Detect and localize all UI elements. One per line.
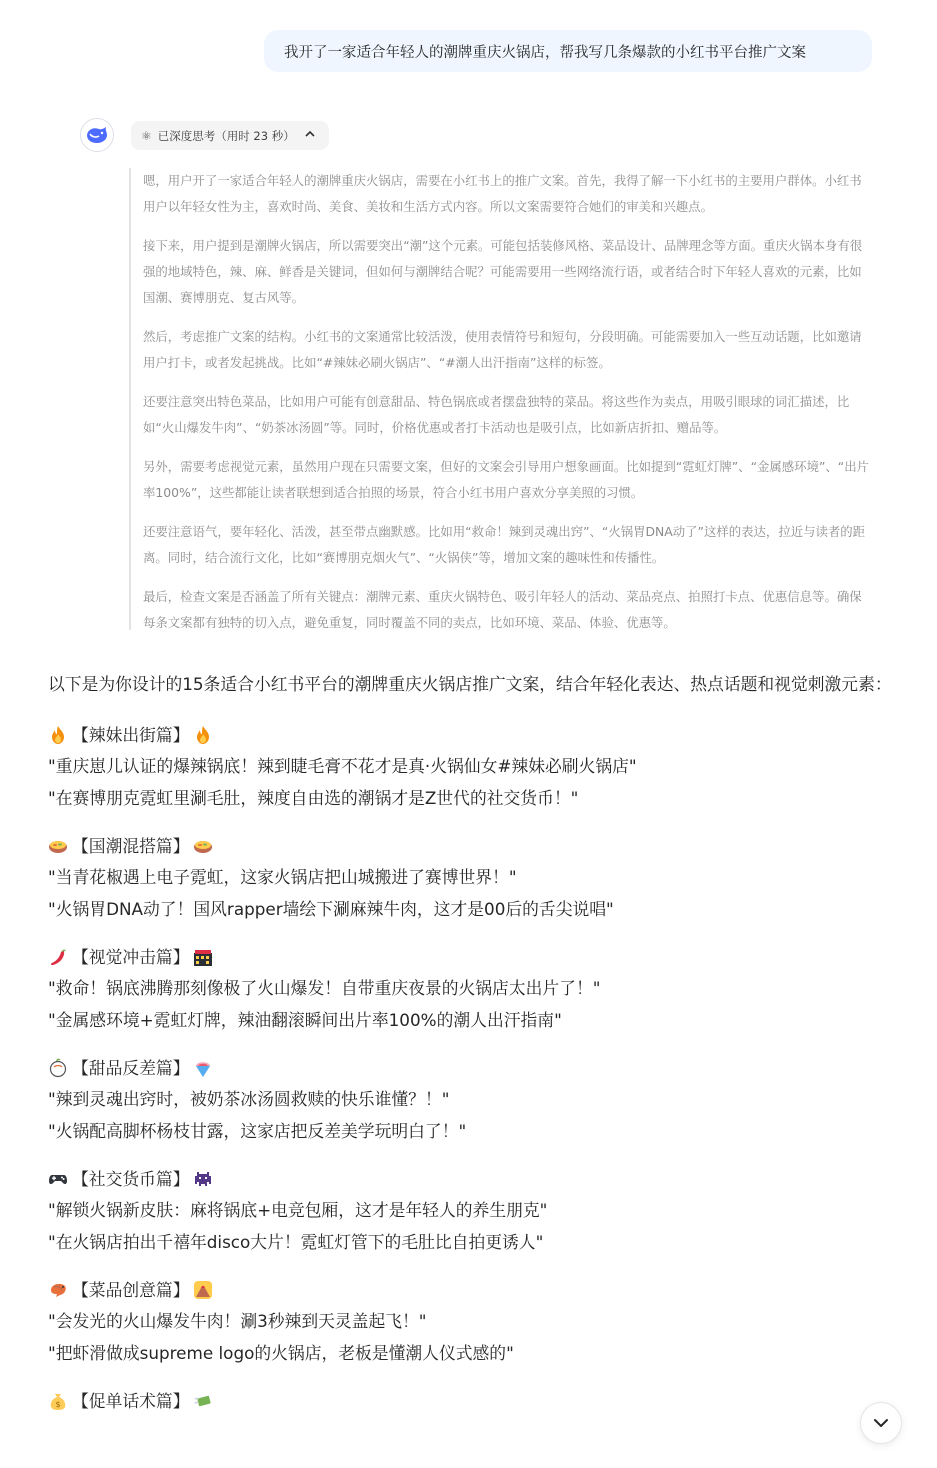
thinking-content	[129, 168, 874, 630]
copy-line: "当青花椒遇上电子霓虹，这家火锅店把山城搬进了赛博世界！"	[48, 867, 517, 887]
thinking-paragraph: 然后，考虑推广文案的结构。小红书的文案通常比较活泼，使用表情符号和短句，分段明确。可能需要加入一些互动话题，比如邀请用户打卡，或者发起挑战。比如“#辣妹必刷火锅店”、“#潮人出汗指南”这样的标签。	[143, 329, 862, 370]
money-bag-icon	[48, 1391, 68, 1411]
section-title	[48, 1386, 908, 1416]
copy-line: "辣到灵魂出窍时，被奶茶冰汤圆救赎的快乐谁懂？！"	[48, 1089, 450, 1109]
whale-logo-icon	[85, 125, 109, 145]
deep-think-toggle[interactable]	[131, 121, 329, 150]
copy-section-spicy	[48, 720, 908, 814]
copy-line: "会发光的火山爆发牛肉！涮3秒辣到天灵盖起飞！"	[48, 1311, 427, 1331]
tangerine-icon	[48, 1058, 68, 1078]
scroll-to-bottom-button[interactable]	[860, 1402, 902, 1444]
copy-line: "把虾滑做成supreme logo的火锅店，老板是懂潮人仪式感的"	[48, 1343, 514, 1363]
money-with-wings-icon	[193, 1391, 213, 1411]
section-title-text: 【促单话术篇】	[72, 1391, 190, 1411]
fire-icon	[48, 725, 68, 745]
user-message-text: 我开了一家适合年轻人的潮牌重庆火锅店，帮我写几条爆款的小红书平台推广文案	[284, 44, 806, 61]
copy-line: "在火锅店拍出千禧年disco大片！霓虹灯管下的毛肚比自拍更诱人"	[48, 1232, 544, 1252]
copy-section-visual	[48, 942, 908, 1036]
gamepad-icon	[48, 1169, 68, 1189]
section-title	[48, 1164, 908, 1194]
deep-think-label: 已深度思考（用时 23 秒）	[157, 128, 295, 143]
answer-intro: 以下是为你设计的15条适合小红书平台的潮牌重庆火锅店推广文案，结合年轻化表达、热点话题和视觉刺激元素：	[48, 674, 892, 694]
copy-line: "火锅胃DNA动了！国风rapper墙绘下涮麻辣牛肉，这才是00后的舌尖说唱"	[48, 899, 614, 919]
section-title-text: 【辣妹出街篇】	[72, 725, 190, 745]
copy-line: "火锅配高脚杯杨枝甘露，这家店把反差美学玩明白了！"	[48, 1121, 467, 1141]
pot-icon	[48, 836, 68, 856]
copy-section-guochao	[48, 831, 908, 925]
copy-line: "在赛博朋克霓虹里涮毛肚，辣度自由选的潮锅才是Z世代的社交货币！"	[48, 788, 579, 808]
assistant-answer	[48, 668, 908, 1433]
assistant-avatar	[80, 118, 114, 152]
section-title	[48, 1275, 908, 1305]
volcano-icon	[193, 1280, 213, 1300]
shrimp-icon	[48, 1280, 68, 1300]
section-title-text: 【菜品创意篇】	[72, 1280, 190, 1300]
pot-icon	[193, 836, 213, 856]
thinking-paragraph: 接下来，用户提到是潮牌火锅店，所以需要突出“潮”这个元素。可能包括装修风格、菜品设计、品牌理念等方面。重庆火锅本身有很强的地域特色，辣、麻、鲜香是关键词，但如何与潮牌结合呢？可能需要用一些网络流行语，或者结合时下年轻人喜欢的元素，比如国潮、赛博朋克、复古风等。	[143, 238, 863, 305]
svg-text:$: $	[55, 1400, 61, 1409]
alien-monster-icon	[193, 1169, 213, 1189]
thinking-paragraph: 最后，检查文案是否涵盖了所有关键点：潮牌元素、重庆火锅特色、吸引年轻人的活动、菜品亮点、拍照打卡点、优惠信息等。确保每条文案都有独特的切入点，避免重复，同时覆盖不同的卖点，比如环境、菜品、体验、优惠等。	[143, 589, 862, 630]
copy-section-dishes	[48, 1275, 908, 1369]
section-title-text: 【甜品反差篇】	[72, 1058, 190, 1078]
thinking-paragraph: 还要注意突出特色菜品，比如用户可能有创意甜品、特色锅底或者摆盘独特的菜品。将这些作为卖点，用吸引眼球的词汇描述，比如“火山爆发牛肉”、“奶茶冰汤圆”等。同时，价格优惠或者打卡活动也是吸引点，比如新店折扣、赠品等。	[143, 394, 850, 435]
chevron-up-icon	[305, 130, 315, 141]
section-title-text: 【国潮混搭篇】	[72, 836, 190, 856]
copy-line: "救命！锅底沸腾那刻像极了火山爆发！自带重庆夜景的火锅店太出片了！"	[48, 978, 601, 998]
thinking-paragraph: 另外，需要考虑视觉元素，虽然用户现在只需要文案，但好的文案会引导用户想象画面。比如提到“霓虹灯牌”、“金属感环境”、“出片率100%”，这些都能让读者联想到适合拍照的场景，符合小红书用户喜欢分享美照的习惯。	[143, 459, 869, 500]
section-title	[48, 1053, 908, 1083]
copy-section-dessert	[48, 1053, 908, 1147]
shaved-ice-icon	[193, 1058, 213, 1078]
chili-icon	[48, 947, 68, 967]
copy-section-promo	[48, 1386, 908, 1416]
section-title	[48, 831, 908, 861]
copy-line: "重庆崽儿认证的爆辣锅底！辣到睫毛膏不花才是真·火锅仙女#辣妹必刷火锅店"	[48, 756, 637, 776]
thinking-paragraph: 嗯，用户开了一家适合年轻人的潮牌重庆火锅店，需要在小红书上的推广文案。首先，我得了解一下小红书的主要用户群体。小红书用户以年轻女性为主，喜欢时尚、美食、美妆和生活方式内容。所以文案需要符合她们的审美和兴趣点。	[143, 173, 862, 214]
thinking-paragraph: 还要注意语气，要年轻化、活泼，甚至带点幽默感。比如用“救命！辣到灵魂出窍”、“火锅胃DNA动了”这样的表达，拉近与读者的距离。同时，结合流行文化，比如“赛博朋克烟火气”、“火锅侠”等，增加文案的趣味性和传播性。	[143, 524, 866, 565]
cityscape-icon	[193, 947, 213, 967]
copy-section-social	[48, 1164, 908, 1258]
copy-line: "解锁火锅新皮肤：麻将锅底+电竞包厢，这才是年轻人的养生朋克"	[48, 1200, 548, 1220]
atom-icon: ⚛	[141, 128, 152, 143]
copy-line: "金属感环境+霓虹灯牌，辣油翻滚瞬间出片率100%的潮人出汗指南"	[48, 1010, 562, 1030]
chevron-down-icon	[873, 1418, 889, 1428]
section-title-text: 【社交货币篇】	[72, 1169, 190, 1189]
fire-icon	[193, 725, 213, 745]
section-title-text: 【视觉冲击篇】	[72, 947, 190, 967]
section-title	[48, 720, 908, 750]
user-message-bubble	[264, 30, 872, 72]
section-title	[48, 942, 908, 972]
